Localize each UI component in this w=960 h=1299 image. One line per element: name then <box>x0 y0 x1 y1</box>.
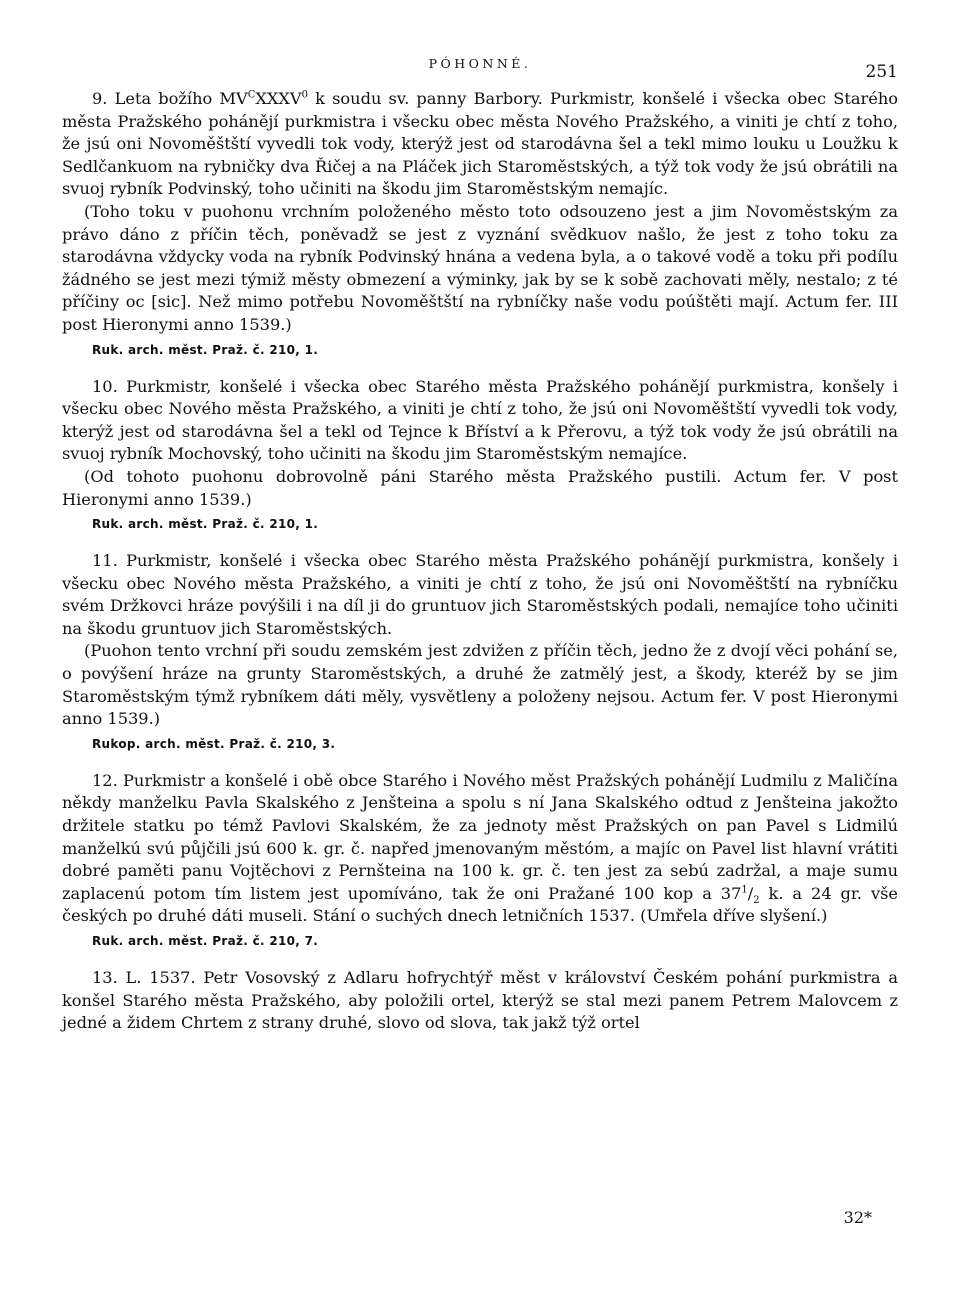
superscript: C <box>247 89 256 101</box>
entry-13 <box>62 967 898 1035</box>
entry-text: 9. Leta božího MV <box>92 89 248 108</box>
entry-source: Rukop. arch. měst. Praž. č. 210, 3. <box>92 736 336 751</box>
page-header <box>62 56 898 86</box>
entry-source: Ruk. arch. měst. Praž. č. 210, 1. <box>92 517 319 532</box>
entry-12 <box>62 770 898 950</box>
entry-body: 13. L. 1537. Petr Vosovský z Adlaru hofrychtýř měst v království Českém pohání purkmistra a konšel Starého města Pražského, aby položili ortel, kterýž se stal mezi panem Petrem Malovcem z jedné a židem Chrtem z strany druhé, slovo od slova, tak jakž týž ortel <box>62 968 898 1033</box>
entry-text: k soudu sv. panny Barbory. Purkmistr, konšelé i všecka obec Starého města Pražského pohánějí purkmistra i všecku obec města Nového Pražského, a viniti je chtí z toho, že jsú oni Novoměštští vyvedli tok vody, kterýž jest od starodávna šel a tekl mimo louku u Loužku k Sedlčankuom na rybničky dva Řičej a na Pláček jich Staroměstských, a týž tok vody že jsú obrátili na svuoj rybník Podvinský, toho učiniti na škodu jim Staroměstským nemajíc. <box>62 89 898 199</box>
entry-source: Ruk. arch. měst. Praž. č. 210, 1. <box>92 342 319 357</box>
superscript: 0 <box>301 89 308 101</box>
entries <box>62 88 898 1035</box>
entry-note: (Od tohoto puohonu dobrovolně páni Starého města Pražského pustili. Actum fer. V post Hieronymi anno 1539.) <box>62 466 898 509</box>
running-title: PÓHONNÉ. <box>428 56 532 71</box>
entry-text: 12. Purkmistr a konšelé i obě obce Starého i Nového měst Pražských pohánějí Ludmilu z Maličína někdy manželku Pavla Skalského z Jenšteina a spolu s ní Jana Skalského odtud z Jenšteina jakožto držitele statku po témž Pavlovi Skalském, že za jednoty měst Pražských on pan Pavel s Lidmilú manželkú svú půjčili jsú 600 k. gr. č. napřed jmenovaným městóm, a majíc on Pavel list hlavní vrátiti dobré paměti panu Vojtěchovi z Pernšteina na 100 k. gr. č. ten jest za sebú zadržal, a maje sumu zaplacenú potom tím listem jest upomíváno, tak že oni Pražané 100 kop a 37 <box>62 770 898 903</box>
entry-body: 11. Purkmistr, konšelé i všecka obec Starého města Pražského pohánějí purkmistra, konšely i všecku obec Nového města Pražského, a viniti je chtí z toho, že jsú oni Novoměštští na rybníčku svém Držkovci hráze povýšili i na díl ji do gruntuov jich Staroměstských podali, nemajíce toho učiniti na škodu gruntuov jich Staroměstských. <box>62 551 898 638</box>
entry-text: XXXV <box>255 89 302 108</box>
entry-note: (Toho toku v puohonu vrchním položeného město toto odsouzeno jest a jim Novoměstským za právo dáno z příčin těch, poněvadž se jest z vyznání svědkuov našlo, že jest z toho toku za starodávna vždycky voda na rybník Podvinský hnána a vedena byla, a o takové vodě a toku při podílu žádného se jest mezi týmiž městy obmezení a výminky, jak by se k sobě zachovati měly, nestalo; z té příčiny oc [sic]. Než mimo potřebu Novoměštští na rybníčky naše vodu poúštěti mají. Actum fer. III post Hieronymi anno 1539.) <box>62 201 898 334</box>
document-page <box>62 56 898 1052</box>
page-number: 251 <box>865 62 898 82</box>
printer-signature-mark: 32* <box>843 1208 872 1227</box>
entry-11 <box>62 550 898 753</box>
entry-body: 10. Purkmistr, konšelé i všecka obec Starého města Pražského pohánějí purkmistra, konšely i všecku obec Nového města Pražského, a viniti je chtí z toho, že jsú oni Novoměštští vyvedli tok vody, kterýž jest od starodávna šel a tekl od Tejnce k Bříství a k Přerovu, a týž tok vody že jsú obrátili na svuoj rybník Mochovský, toho učiniti na škodu jim Staroměstským nemajíce. <box>62 376 898 464</box>
entry-body: 12. Purkmistr a konšelé i obě obce Starého i Nového měst Pražských pohánějí Ludmilu z Maličína někdy manželku Pavla Skalského z Jenšteina a spolu s ní Jana Skalského odtud z Jenšteina jakožto držitele statku po témž Pavlovi Skalském, že za jednoty měst Pražských on pan Pavel s Lidmilú manželkú svú půjčili jsú 600 k. gr. č. napřed jmenovaným městóm, a majíc on Pavel list hlavní vrátiti dobré paměti panu Vojtěchovi z Pernšteina na 100 k. gr. č. ten jest za sebú zadržal, a maje sumu zaplacenú potom tím listem jest upomíváno, tak že oni Pražané 100 kop a $37^1/_2$ k. a 24 gr. vše českých po druhé dáti museli. Stání o suchých dnech letničních 1537. (Umřela dříve slyšení.) <box>62 770 898 926</box>
entry-source: Ruk. arch. měst. Praž. č. 210, 7. <box>92 934 319 948</box>
entry-body <box>62 88 898 201</box>
fraction-numerator: 1 <box>741 884 748 896</box>
entry-text: k. a 24 gr. vše českých po druhé dáti museli. Stání o suchých dnech letničních 1537. (Umřela dříve slyšení.) <box>62 883 898 926</box>
entry-note: (Puohon tento vrchní při soudu zemském jest zdvižen z příčin těch, jedno že z dvojí věci pohání se, o povýšení hráze na grunty Staroměstských, a druhé že zatmělý jest, a škody, kteréž by se jim Staroměstským týmž rybníkem dáti měly, vysvětleny a položeny nejsou. Actum fer. V post Hieronymi anno 1539.) <box>62 641 898 729</box>
entry-9 <box>62 88 898 359</box>
fraction-denominator: 2 <box>753 895 760 907</box>
entry-10 <box>62 376 898 534</box>
